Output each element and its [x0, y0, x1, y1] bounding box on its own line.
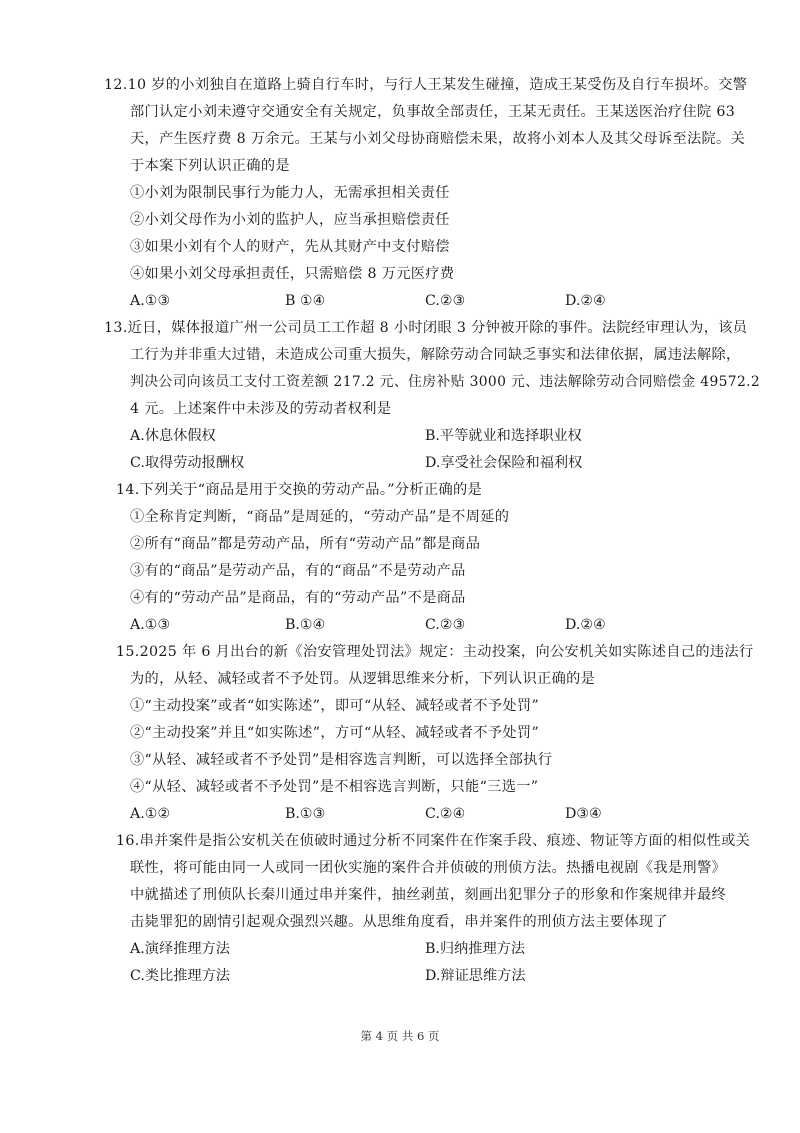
option-a: A.演绎推理方法 [130, 941, 230, 957]
option-c: C.②③ [425, 293, 466, 309]
page-footer: 第 4 页 共 6 页 [360, 1029, 440, 1043]
option-b: B.归纳推理方法 [425, 941, 526, 957]
statement-item: ④有的“劳动产品”是商品，有的“劳动产品”不是商品 [130, 590, 466, 606]
option-b: B.①③ [285, 806, 326, 822]
option-b: B ①④ [285, 293, 326, 309]
option-d: D.②④ [565, 617, 606, 633]
question-text-line: 4 元。上述案件中未涉及的劳动者权利是 [130, 401, 392, 417]
question-text-line: 为的，从轻、减轻或者不予处罚。从逻辑思维来分析，下列认识正确的是 [130, 671, 596, 687]
question-text-line: 于本案下列认识正确的是 [130, 158, 290, 174]
statement-item: ③“从轻、减轻或者不予处罚”是相容选言判断，可以选择全部执行 [130, 752, 553, 768]
question-text-line: 中就描述了刑侦队长秦川通过串并案件，抽丝剥茧，刻画出犯罪分子的形象和作案规律并最终 [130, 887, 727, 903]
statement-item: ④如果小刘父母承担责任，只需赔偿 8 万元医疗费 [130, 266, 455, 282]
statement-item: ③如果小刘有个人的财产，先从其财产中支付赔偿 [130, 239, 450, 255]
question-text-line: 14.下列关于“商品是用于交换的劳动产品。”分析正确的是 [116, 482, 483, 498]
option-c: C.②③ [425, 617, 466, 633]
option-d: D③④ [565, 806, 602, 822]
option-c: C.类比推理方法 [130, 968, 230, 984]
option-d: D.享受社会保险和福利权 [425, 455, 583, 471]
option-b: B.①④ [285, 617, 326, 633]
question-text-line: 天，产生医疗费 8 万余元。王某与小刘父母协商赔偿未果，故将小刘本人及其父母诉至法院。关 [130, 131, 746, 147]
statement-item: ②“主动投案”并且“如实陈述”，方可“从轻、减轻或者不予处罚” [130, 725, 540, 741]
option-c: C.②④ [425, 806, 466, 822]
statement-item: ②小刘父母作为小刘的监护人，应当承担赔偿责任 [130, 212, 450, 228]
question-text-line: 13.近日，媒体报道广州一公司员工工作超 8 小时闭眼 3 分钟被开除的事件。法院经审理认为，该员 [104, 320, 748, 336]
option-a: A.①③ [130, 617, 171, 633]
statement-item: ②所有“商品”都是劳动产品，所有“劳动产品”都是商品 [130, 536, 481, 552]
option-d: D.②④ [565, 293, 606, 309]
option-d: D.辩证思维方法 [425, 968, 526, 984]
statement-item: ①全称肯定判断，“商品”是周延的，“劳动产品”是不周延的 [130, 509, 510, 525]
option-a: A.①③ [130, 293, 171, 309]
option-a: A.休息休假权 [130, 428, 216, 444]
question-text-line: 判决公司向该员工支付工资差额 217.2 元、住房补贴 3000 元、违法解除劳动合同赔偿金 49572.2 [130, 374, 761, 390]
option-b: B.平等就业和选择职业权 [425, 428, 582, 444]
question-text-line: 12.10 岁的小刘独自在道路上骑自行车时，与行人王某发生碰撞，造成王某受伤及自行车损坏。交警 [104, 77, 748, 93]
statement-item: ①“主动投案”或者“如实陈述”，即可“从轻、减轻或者不予处罚” [130, 698, 540, 714]
statement-item: ①小刘为限制民事行为能力人，无需承担相关责任 [130, 185, 450, 201]
question-text-line: 工行为并非重大过错，未造成公司重大损失，解除劳动合同缺乏事实和法律依据，属违法解除， [130, 347, 741, 363]
question-text-line: 联性，将可能由同一人或同一团伙实施的案件合并侦破的刑侦方法。热播电视剧《我是刑警》 [130, 860, 727, 876]
question-text-line: 击毙罪犯的剧情引起观众强烈兴趣。从思维角度看，串并案件的刑侦方法主要体现了 [130, 914, 668, 930]
question-text-line: 15.2025 年 6 月出台的新《治安管理处罚法》规定：主动投案，向公安机关如实陈述自己的违法行 [116, 644, 754, 660]
statement-item: ③有的“商品”是劳动产品，有的“商品”不是劳动产品 [130, 563, 466, 579]
option-a: A.①② [130, 806, 171, 822]
question-text-line: 16.串并案件是指公安机关在侦破时通过分析不同案件在作案手段、痕迹、物证等方面的相似性或关 [116, 833, 751, 849]
question-text-line: 部门认定小刘未遵守交通安全有关规定，负事故全部责任，王某无责任。王某送医治疗住院 63 [130, 104, 736, 120]
option-c: C.取得劳动报酬权 [130, 455, 245, 471]
statement-item: ④“从轻、减轻或者不予处罚”是不相容选言判断，只能“三选一” [130, 779, 539, 795]
